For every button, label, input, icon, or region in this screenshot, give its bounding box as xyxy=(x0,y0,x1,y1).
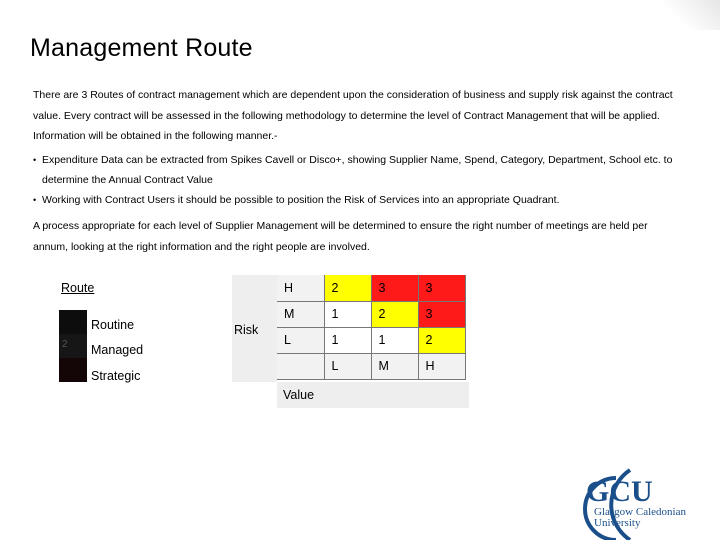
legend-label-routine: Routine xyxy=(91,318,135,332)
matrix-cell: 1 xyxy=(324,327,371,353)
matrix-cell: 2 xyxy=(418,327,465,353)
legend-label-managed: Managed xyxy=(91,343,144,357)
column-header: M xyxy=(371,353,418,379)
bullet-text: Expenditure Data can be extracted from Spikes Cavell or Disco+, showing Supplier Name, Spend, Category, Department, School etc. to determine the Annual Contract Value xyxy=(42,154,673,186)
matrix-column-headers xyxy=(277,353,465,379)
matrix-cell: 3 xyxy=(371,275,418,301)
matrix-cell: 1 xyxy=(371,327,418,353)
page-title: Management Route xyxy=(30,34,253,62)
matrix-cell: 1 xyxy=(324,301,371,327)
strategic-swatch xyxy=(59,358,87,382)
value-axis-label: Value xyxy=(283,388,315,402)
bullet-contract-users xyxy=(33,190,683,210)
logo-line-1: Glasgow Caledonian xyxy=(594,506,686,518)
managed-swatch xyxy=(59,334,87,358)
matrix-row-low xyxy=(277,327,465,353)
process-paragraph: A process appropriate for each level of Supplier Management will be determined to ensure the right number of meetings are held per annum, looking at the right information and the right people are involved. xyxy=(33,220,648,253)
bullet-text: Working with Contract Users it should be possible to position the Risk of Services into an appropriate Quadrant. xyxy=(42,194,560,206)
gcu-logo xyxy=(572,456,720,540)
bullet-marker: • xyxy=(33,155,37,165)
risk-axis-label: Risk xyxy=(234,323,259,337)
matrix-cell: 2 xyxy=(324,275,371,301)
matrix-row-medium xyxy=(277,301,465,327)
logo-line-2: University xyxy=(594,517,641,529)
legend-label-strategic: Strategic xyxy=(91,369,141,383)
row-header: M xyxy=(277,301,324,327)
route-legend-title: Route xyxy=(61,281,95,295)
routine-swatch xyxy=(59,310,87,334)
matrix-row-high xyxy=(277,275,465,301)
column-header: L xyxy=(324,353,371,379)
matrix-cell: 3 xyxy=(418,275,465,301)
row-header: L xyxy=(277,327,324,353)
logo-letters: GCU xyxy=(586,475,653,508)
bullet-marker: • xyxy=(33,195,37,205)
intro-paragraph: There are 3 Routes of contract management which are dependent upon the consideration of business and supply risk against the contract value. Every contract will be assessed in the following methodology to determine the level of Contract Management that will be applied. Information will be obtained in the following manner.- xyxy=(33,89,673,142)
corner-cell xyxy=(277,353,324,379)
matrix-cell: 2 xyxy=(371,301,418,327)
column-header: H xyxy=(418,353,465,379)
swatch-number: 2 xyxy=(62,339,68,350)
bullet-expenditure xyxy=(33,150,683,190)
risk-value-matrix xyxy=(277,275,466,380)
corner-decoration xyxy=(660,0,720,30)
matrix-cell: 3 xyxy=(418,301,465,327)
row-header: H xyxy=(277,275,324,301)
